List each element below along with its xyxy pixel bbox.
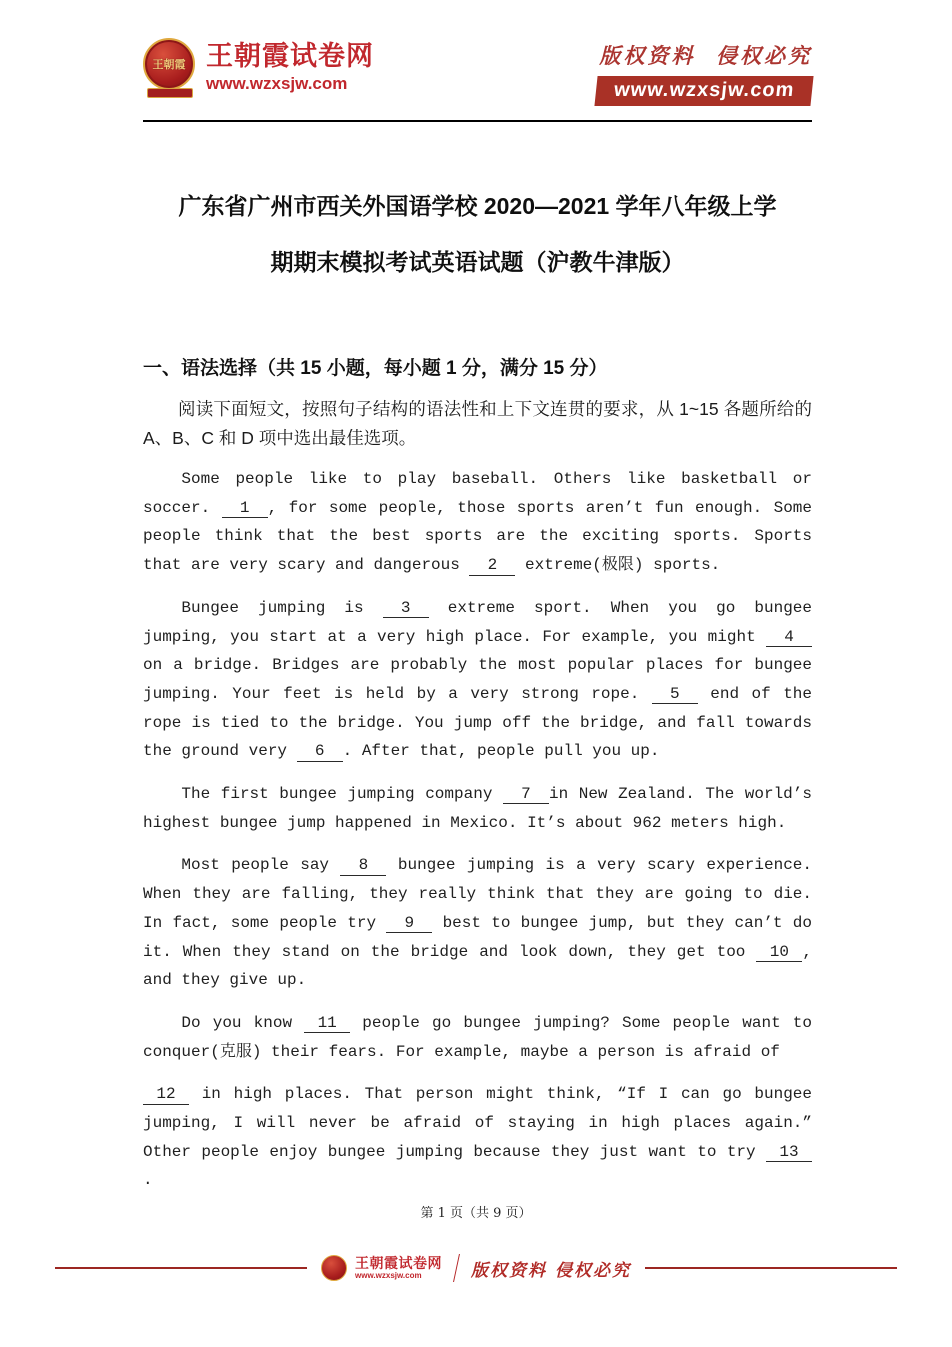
logo-ribbon-icon	[147, 88, 193, 98]
copyright-slogan: 版权资料 侵权必究	[599, 43, 812, 68]
passage-paragraph: The first bungee jumping company 7 in New Zealand. The world’s highest bungee jump happened in Mexico. It’s about 962 meters high.	[143, 785, 812, 832]
header-divider-rule	[143, 120, 812, 122]
footer-rule-right	[645, 1267, 897, 1269]
passage	[143, 465, 812, 1195]
cloze-blank: 12	[143, 1085, 189, 1104]
footer-logo-text-block	[355, 1256, 442, 1280]
footer-divider-line	[453, 1254, 460, 1282]
cloze-blank: 5	[652, 685, 698, 704]
logo-site-name: 王朝霞试卷网	[206, 41, 374, 72]
cloze-blank: 7	[503, 785, 549, 804]
passage-paragraph: Some people like to play baseball. Others like basketball or soccer. 1 , for some people, those sports aren’t fun enough. Some people think that the best sports are the exciting sports. Sports that are very scary and dangerous 2 extreme(极限) sports.	[143, 470, 812, 575]
logo-medal-icon	[143, 38, 195, 90]
cloze-blank: 4	[766, 628, 812, 647]
footer-slogan: 版权资料 侵权必究	[471, 1260, 631, 1281]
header-copyright-block	[596, 40, 812, 106]
passage-paragraph: 12 in high places. That person might think, “If I can go bungee jumping, I will never be afraid of staying in high places again.” Other people enjoy bungee jumping because they just want to try 13.	[143, 1085, 812, 1190]
cloze-blank: 11	[304, 1014, 350, 1033]
footer-logo-badge-icon	[321, 1255, 347, 1281]
footer-rule-left	[55, 1267, 307, 1269]
passage-paragraph: Most people say 8 bungee jumping is a very scary experience. When they are falling, they really think that they are going to die. In fact, some people try 9 best to bungee jump, but they can’t do it. When they stand on the bridge and look down, they get too 10 , and they give up.	[143, 856, 812, 990]
logo-badge-icon	[143, 38, 197, 98]
cloze-blank: 8	[340, 856, 386, 875]
document-title	[143, 178, 812, 290]
page-number: 第 1 页（共 9 页）	[420, 1206, 532, 1221]
cloze-blank: 3	[383, 599, 429, 618]
document-title-line1: 广东省广州市西关外国语学校 2020—2021 学年八年级上学	[178, 193, 777, 219]
footer-logo-name: 王朝霞试卷网	[355, 1255, 443, 1271]
cloze-blank: 2	[469, 556, 515, 575]
logo-text-block	[206, 42, 374, 93]
url-banner: www.wzxsjw.com	[594, 76, 813, 106]
logo-badge-text: 王朝霞	[152, 58, 186, 71]
section-instructions: 阅读下面短文，按照句子结构的语法性和上下文连贯的要求，从 1~15 各题所给的 A、B、C 和 D 项中选出最佳选项。	[143, 399, 812, 448]
cloze-blank: 6	[297, 742, 343, 761]
cloze-blank: 1	[222, 499, 268, 518]
footer-logo-url: www.wzxsjw.com	[355, 1271, 422, 1280]
page-footer	[0, 1254, 952, 1282]
cloze-blank: 9	[386, 914, 432, 933]
cloze-blank: 13	[766, 1143, 812, 1162]
passage-paragraph: Bungee jumping is 3 extreme sport. When you go bungee jumping, you start at a very high place. For example, you might 4 on a bridge. Bridges are probably the most popular places for bungee jumping. Your feet is held by a very strong rope. 5 end of the rope is tied to the bridge. You jump off the bridge, and fall towards the ground very 6 . After that, people pull you up.	[143, 598, 813, 761]
page-header	[143, 38, 812, 106]
logo-site-url: www.wzxsjw.com	[206, 74, 348, 93]
site-logo	[143, 38, 374, 98]
passage-paragraph: Do you know 11 people go bungee jumping? Some people want to conquer(克服) their fears. For example, maybe a person is afraid of	[143, 1013, 813, 1061]
footer-brand-block	[321, 1254, 631, 1282]
cloze-blank: 10	[756, 943, 802, 962]
document-title-line2: 期期末模拟考试英语试题（沪教牛津版）	[270, 249, 685, 275]
section-heading: 一、语法选择（共 15 小题，每小题 1 分，满分 15 分）	[143, 358, 608, 379]
